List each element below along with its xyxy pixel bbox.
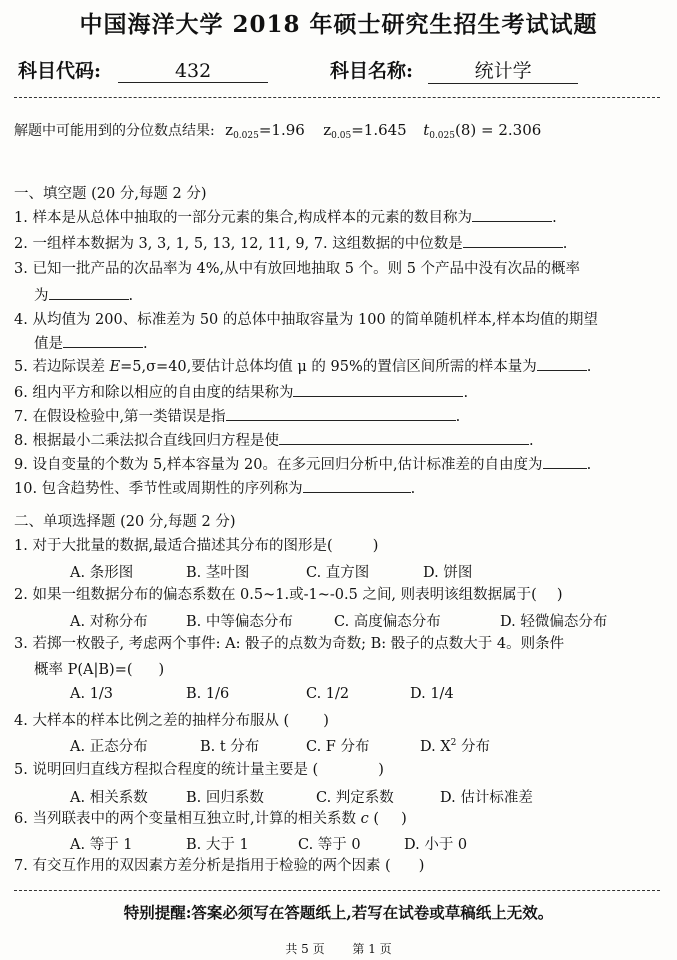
s1-question-9: 9. 设自变量的个数为 5,样本容量为 20。在多元回归分析中,估计标准差的自由度为 . xyxy=(14,454,591,475)
current-page: 第 1 页 xyxy=(352,942,392,956)
s1-question-3-cont: 为 . xyxy=(34,285,133,306)
s2-q2-option-b: B. 中等偏态分布 xyxy=(186,614,293,630)
bottom-divider xyxy=(14,890,660,891)
s1-question-4: 4. 从均值为 200、标准差为 50 的总体中抽取容量为 100 的简单随机样本,样本均值的期望 xyxy=(14,312,598,328)
s2-q1-option-d: D. 饼图 xyxy=(423,565,473,581)
s2-q3-option-c: C. 1/2 xyxy=(306,686,350,702)
s1-question-10: 10. 包含趋势性、季节性或周期性的序列称为 . xyxy=(14,478,415,499)
s2-q5-option-d: D. 估计标准差 xyxy=(440,790,533,806)
s2-q4-option-d: D. $X^2$ 分布 xyxy=(420,738,490,755)
s2-question-3-cont: 概率 P(A|B)=( ) xyxy=(34,662,165,678)
s1-question-2: 2. 一组样本数据为 3, 3, 1, 5, 13, 12, 11, 9, 7. 这组数据的中位数是 . xyxy=(14,233,567,254)
s2-question-2: 2. 如果一组数据分布的偏态系数在 0.5~1.或-1~-0.5 之间, 则表明该组数据属于( ) xyxy=(14,587,563,603)
s2-q5-option-a: A. 相关系数 xyxy=(70,790,148,806)
s1-question-6: 6. 组内平方和除以相应的自由度的结果称为 . xyxy=(14,382,468,403)
s2-question-3: 3. 若掷一枚骰子, 考虑两个事件: A: 骰子的点数为奇数; B: 骰子的点数大于 4。则条件 xyxy=(14,636,565,652)
section1-heading: 一、填空题 (20 分,每题 2 分) xyxy=(14,186,207,202)
subject-code-row xyxy=(18,56,268,83)
s2-q4-option-b: B. t 分布 xyxy=(200,739,260,755)
z-005: $z_{0.05}=1.645$ xyxy=(323,121,407,141)
s1-question-3: 3. 已知一批产品的次品率为 4%,从中有放回地抽取 5 个。则 5 个产品中没有次品的概率 xyxy=(14,261,581,277)
s2-q6-option-d: D. 小于 0 xyxy=(404,837,468,853)
total-pages: 共 5 页 xyxy=(285,942,325,956)
s1-question-7: 7. 在假设检验中,第一类错误是指 . xyxy=(14,406,460,427)
s2-q1-option-b: B. 茎叶图 xyxy=(186,565,250,581)
z-0025: $z_{0.025}=1.96$ xyxy=(225,121,305,141)
s2-q2-option-c: C. 高度偏态分布 xyxy=(334,614,441,630)
s2-q2-option-d: D. 轻微偏态分布 xyxy=(500,614,608,630)
s2-q3-option-d: D. 1/4 xyxy=(410,686,454,702)
s2-question-1: 1. 对于大批量的数据,最适合描述其分布的图形是( ) xyxy=(14,538,379,554)
s2-q1-option-c: C. 直方图 xyxy=(306,565,370,581)
s2-q6-option-c: C. 等于 0 xyxy=(298,837,361,853)
s2-q6-option-a: A. 等于 1 xyxy=(70,837,133,853)
s1-question-8: 8. 根据最小二乘法拟合直线回归方程是使 . xyxy=(14,430,534,451)
top-divider xyxy=(14,97,660,98)
s2-q5-option-b: B. 回归系数 xyxy=(186,790,264,806)
section2-heading: 二、单项选择题 (20 分,每题 2 分) xyxy=(14,514,236,530)
exam-title: 中国海洋大学 2018 年硕士研究生招生考试试题 xyxy=(79,11,598,38)
s2-question-5: 5. 说明回归直线方程拟合程度的统计量主要是 ( ) xyxy=(14,762,384,778)
s2-q2-option-a: A. 对称分布 xyxy=(70,614,148,630)
page-footer xyxy=(0,940,677,957)
s2-question-7: 7. 有交互作用的双因素方差分析是指用于检验的两个因素 ( ) xyxy=(14,858,425,874)
subject-code-value: 432 xyxy=(118,60,268,83)
s2-q3-option-a: A. 1/3 xyxy=(70,686,114,702)
notice: 特别提醒:答案必须写在答题纸上,若写在试卷或草稿纸上无效。 xyxy=(123,903,554,922)
s2-q3-option-b: B. 1/6 xyxy=(186,686,230,702)
s2-question-4: 4. 大样本的样本比例之差的抽样分布服从 ( ) xyxy=(14,713,329,729)
subject-name-value: 统计学 xyxy=(428,56,578,84)
s1-question-5: 5. 若边际误差 E=5,σ=40,要估计总体均值 μ 的 95%的置信区间所需的样本量为 . xyxy=(14,356,591,377)
quantile-line xyxy=(14,120,541,141)
s1-question-1: 1. 样本是从总体中抽取的一部分元素的集合,构成样本的元素的数目称为 . xyxy=(14,207,557,228)
subject-code-label: 科目代码: xyxy=(18,60,102,82)
s2-q1-option-a: A. 条形图 xyxy=(70,565,134,581)
s2-q4-option-a: A. 正态分布 xyxy=(70,739,148,755)
subject-name-label: 科目名称: xyxy=(330,60,414,82)
s2-question-6: 6. 当列联表中的两个变量相互独立时,计算的相关系数 c ( ) xyxy=(14,811,407,827)
s2-q4-option-c: C. F 分布 xyxy=(306,739,370,755)
s2-q5-option-c: C. 判定系数 xyxy=(316,790,394,806)
quantile-intro: 解题中可能用到的分位数点结果: xyxy=(14,123,215,139)
t-0025: $t_{0.025}(8) = 2.306$ xyxy=(423,121,542,141)
s1-question-4-cont: 值是 . xyxy=(34,333,148,354)
subject-name-row xyxy=(330,56,578,84)
s2-q6-option-b: B. 大于 1 xyxy=(186,837,249,853)
